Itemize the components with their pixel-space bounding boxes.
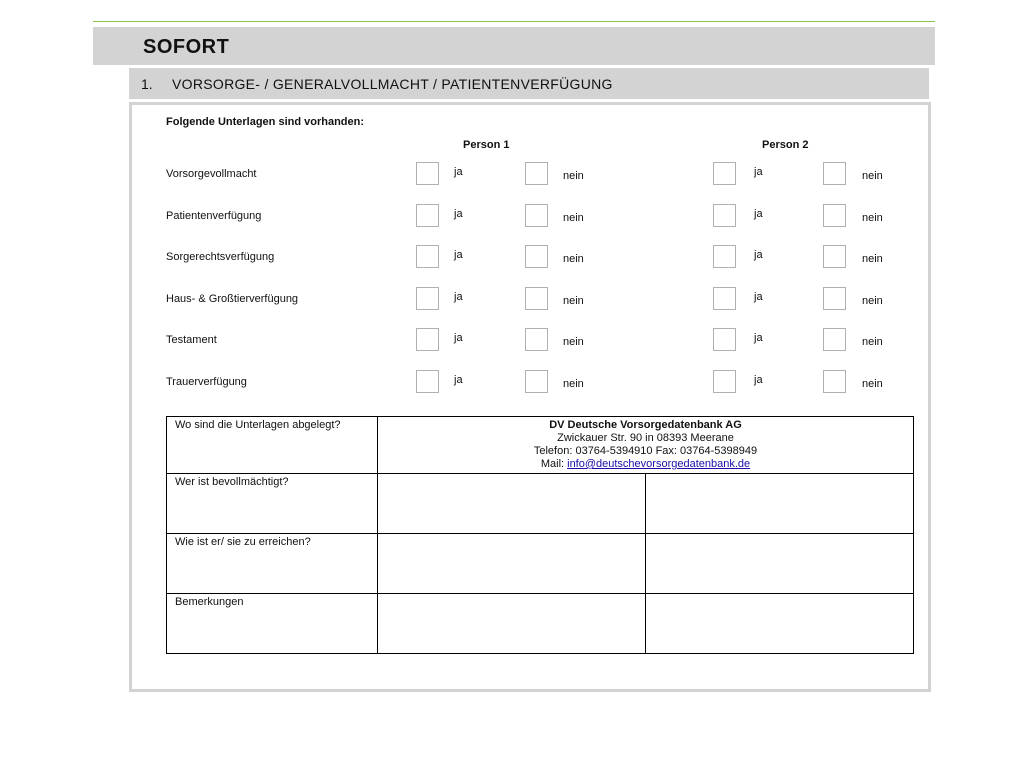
checkbox-person-1-nein[interactable] — [525, 328, 548, 351]
option-label-ja: ja — [754, 208, 763, 220]
person-2-heading: Person 2 — [762, 139, 809, 151]
option-label-nein: nein — [563, 295, 584, 307]
checkbox-person-1-ja[interactable] — [416, 287, 439, 310]
remarks-person-1-cell[interactable] — [378, 594, 646, 654]
option-label-nein: nein — [563, 336, 584, 348]
option-label-nein: nein — [862, 295, 883, 307]
page-title: SOFORT — [143, 36, 230, 58]
section-header — [129, 68, 929, 99]
checkbox-person-1-nein[interactable] — [525, 162, 548, 185]
checkbox-person-2-ja[interactable] — [713, 287, 736, 310]
checkbox-person-1-nein[interactable] — [525, 370, 548, 393]
option-label-ja: ja — [454, 332, 463, 344]
bank-info — [378, 417, 914, 474]
details-table — [166, 416, 914, 654]
checkbox-person-2-ja[interactable] — [713, 328, 736, 351]
option-label-ja: ja — [754, 332, 763, 344]
option-label-ja: ja — [454, 166, 463, 178]
option-label-nein: nein — [862, 212, 883, 224]
checkbox-person-2-ja[interactable] — [713, 370, 736, 393]
row-label: Testament — [166, 334, 217, 346]
authorized-person-1-cell[interactable] — [378, 474, 646, 534]
remarks-person-2-cell[interactable] — [646, 594, 914, 654]
option-label-ja: ja — [754, 249, 763, 261]
checkbox-person-2-nein[interactable] — [823, 328, 846, 351]
option-label-nein: nein — [862, 253, 883, 265]
checkbox-person-1-nein[interactable] — [525, 204, 548, 227]
page-header — [93, 27, 935, 65]
section-number: 1. — [141, 76, 153, 92]
bank-mail-link[interactable]: info@deutschevorsorgedatenbank.de — [567, 458, 751, 470]
checkbox-person-1-ja[interactable] — [416, 370, 439, 393]
authorized-label: Wer ist bevollmächtigt? — [167, 474, 378, 534]
checkbox-person-2-ja[interactable] — [713, 245, 736, 268]
bank-address: Zwickauer Str. 90 in 08393 Meerane — [557, 432, 734, 444]
table-row — [167, 474, 914, 534]
option-label-ja: ja — [754, 291, 763, 303]
reach-person-1-cell[interactable] — [378, 534, 646, 594]
checkbox-person-1-ja[interactable] — [416, 162, 439, 185]
checkbox-person-2-ja[interactable] — [713, 162, 736, 185]
checkbox-person-2-nein[interactable] — [823, 162, 846, 185]
option-label-nein: nein — [563, 212, 584, 224]
table-row — [167, 417, 914, 474]
row-label: Patientenverfügung — [166, 210, 262, 222]
option-label-nein: nein — [862, 378, 883, 390]
checkbox-person-2-nein[interactable] — [823, 287, 846, 310]
form-panel — [129, 102, 931, 692]
option-label-nein: nein — [862, 336, 883, 348]
checkbox-person-1-nein[interactable] — [525, 245, 548, 268]
checkbox-person-2-ja[interactable] — [713, 204, 736, 227]
checkbox-person-1-ja[interactable] — [416, 328, 439, 351]
option-label-nein: nein — [563, 170, 584, 182]
option-label-nein: nein — [862, 170, 883, 182]
section-title: VORSORGE- / GENERALVOLLMACHT / PATIENTENVERFÜGUNG — [172, 76, 613, 92]
checkbox-person-1-nein[interactable] — [525, 287, 548, 310]
checkbox-person-2-nein[interactable] — [823, 204, 846, 227]
option-label-nein: nein — [563, 253, 584, 265]
option-label-nein: nein — [563, 378, 584, 390]
row-label: Sorgerechtsverfügung — [166, 251, 275, 263]
remarks-label: Bemerkungen — [167, 594, 378, 654]
location-label: Wo sind die Unterlagen abgelegt? — [167, 417, 378, 474]
row-label: Vorsorgevollmacht — [166, 168, 257, 180]
option-label-ja: ja — [454, 249, 463, 261]
row-label: Haus- & Großtierverfügung — [166, 293, 299, 305]
checkbox-person-1-ja[interactable] — [416, 245, 439, 268]
bank-mail-line — [386, 458, 905, 471]
table-row — [167, 534, 914, 594]
option-label-ja: ja — [754, 166, 763, 178]
checkbox-person-2-nein[interactable] — [823, 245, 846, 268]
option-label-ja: ja — [754, 374, 763, 386]
authorized-person-2-cell[interactable] — [646, 474, 914, 534]
checkbox-person-1-ja[interactable] — [416, 204, 439, 227]
intro-text: Folgende Unterlagen sind vorhanden: — [166, 116, 365, 128]
checkbox-person-2-nein[interactable] — [823, 370, 846, 393]
option-label-ja: ja — [454, 208, 463, 220]
table-row — [167, 594, 914, 654]
person-1-heading: Person 1 — [463, 139, 510, 151]
reach-person-2-cell[interactable] — [646, 534, 914, 594]
bank-name: DV Deutsche Vorsorgedatenbank AG — [549, 419, 742, 431]
reach-label: Wie ist er/ sie zu erreichen? — [167, 534, 378, 594]
option-label-ja: ja — [454, 374, 463, 386]
row-label: Trauerverfügung — [166, 376, 247, 388]
option-label-ja: ja — [454, 291, 463, 303]
bank-mail-prefix: Mail: — [540, 458, 568, 470]
bank-phone: Telefon: 03764-5394910 Fax: 03764-5398949 — [533, 445, 758, 457]
top-accent-line — [93, 21, 935, 22]
